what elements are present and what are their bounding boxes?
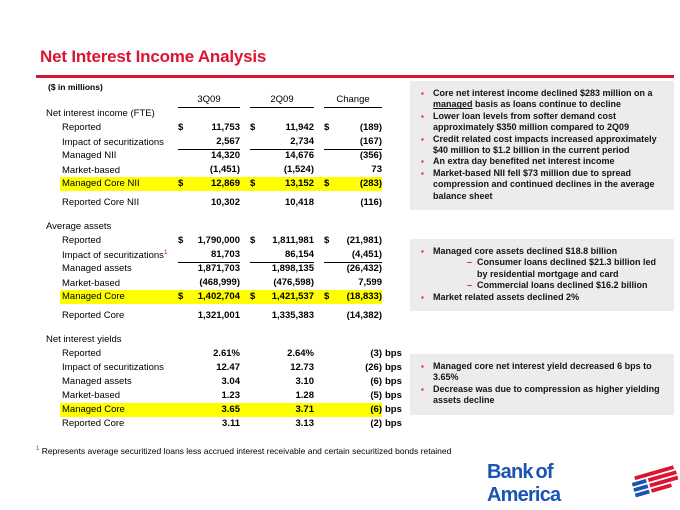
column-header-label: Change <box>324 93 382 108</box>
cell-value: 1,811,981 <box>272 235 314 246</box>
value-cell <box>240 375 314 389</box>
value-cell <box>240 234 314 248</box>
value-cell <box>240 417 314 431</box>
table-row <box>46 234 410 248</box>
note-bullet-text: Core net interest income declined $283 million on a managed basis as loans continue to decline <box>433 88 653 110</box>
cell-value: (189) <box>359 122 382 133</box>
dash-bullet-icon: – <box>467 257 473 268</box>
cell-value: 12.47 <box>216 362 240 373</box>
value-cell <box>314 149 382 163</box>
dollar-sign: $ <box>250 235 256 246</box>
table-header-row <box>46 93 410 107</box>
cell-value: (6) <box>370 404 382 415</box>
value-cell <box>314 417 382 431</box>
table-section-title: Average assets <box>46 221 112 232</box>
cell-value: (476,598) <box>273 277 314 288</box>
value-cell <box>314 290 382 304</box>
dollar-sign: $ <box>178 178 184 189</box>
square-bullet-icon: ▪ <box>421 384 424 394</box>
row-label: Managed assets <box>62 376 132 387</box>
value-cell <box>168 375 240 389</box>
value-cell <box>168 248 240 263</box>
note-bullet-text: Market related assets declined 2% <box>433 291 580 302</box>
cell-value: 3.71 <box>295 404 314 415</box>
note-bullet <box>418 384 668 407</box>
cell-value: (4,451) <box>351 249 382 260</box>
value-cell <box>314 375 382 389</box>
cell-value: 2,734 <box>290 136 314 147</box>
cell-value: (356) <box>359 150 382 161</box>
cell-value: 1,898,135 <box>271 263 314 274</box>
unit-suffix: bps <box>385 418 402 429</box>
table-row <box>46 248 410 262</box>
value-cell <box>168 177 240 191</box>
cell-value: (1,524) <box>283 164 314 175</box>
unit-suffix: bps <box>385 362 402 373</box>
cell-value: 3.13 <box>295 418 314 429</box>
column-header <box>240 93 314 108</box>
page-title: Net Interest Income Analysis <box>40 47 267 66</box>
column-header-label: 3Q09 <box>178 93 240 108</box>
cell-value: 1,321,001 <box>197 310 240 321</box>
note-bullet <box>418 168 668 202</box>
units-label: ($ in millions) <box>48 82 103 92</box>
note-bullet <box>418 88 668 111</box>
cell-value: 7,599 <box>358 277 382 288</box>
square-bullet-icon: ▪ <box>421 157 424 167</box>
note-bullet <box>418 111 668 134</box>
value-cell <box>314 196 382 210</box>
value-cell <box>240 135 314 150</box>
row-label: Managed Core <box>46 403 168 417</box>
title-divider-rule <box>36 75 674 78</box>
cell-value: (18,833) <box>346 291 382 302</box>
table-section <box>46 333 410 431</box>
square-bullet-icon: ▪ <box>421 168 424 178</box>
dollar-sign: $ <box>178 235 184 246</box>
value-cell <box>240 347 314 361</box>
table-row <box>46 417 410 431</box>
table-row <box>46 290 410 304</box>
value-cell <box>314 347 382 361</box>
unit-suffix: bps <box>385 376 402 387</box>
cell-value: (468,999) <box>199 277 240 288</box>
table-row <box>46 121 410 135</box>
table-row <box>46 135 410 149</box>
value-cell <box>168 196 240 210</box>
note-bullet-text: Commercial loans declined $16.2 billion <box>477 280 648 291</box>
value-cell <box>314 248 382 263</box>
cell-value: 73 <box>371 164 382 175</box>
value-cell <box>314 403 382 417</box>
cell-value: 2,567 <box>216 136 240 147</box>
cell-value: (283) <box>359 178 382 189</box>
row-label: Impact of securitizations$^1$ <box>62 248 168 261</box>
value-cell <box>240 196 314 210</box>
note-bullet-text: Market-based NII fell $73 million due to spread compression and continued declines in the average balance sheet <box>433 167 655 201</box>
table-row <box>46 163 410 177</box>
unit-suffix: bps <box>385 404 402 415</box>
table-row <box>46 262 410 276</box>
row-label: Market-based <box>62 390 121 401</box>
note-bullet <box>418 361 668 384</box>
cell-value: 1,871,703 <box>197 263 240 274</box>
cell-value: 10,302 <box>210 197 240 208</box>
row-label: Reported <box>62 348 102 359</box>
value-cell <box>240 361 314 375</box>
dollar-sign: $ <box>250 291 256 302</box>
cell-value: 1,335,383 <box>271 310 314 321</box>
table-section <box>46 107 410 210</box>
cell-value: (14,382) <box>346 310 382 321</box>
cell-value: (167) <box>359 136 382 147</box>
bank-of-america-logo <box>487 461 680 506</box>
note-bullet-text: An extra day benefited net interest income <box>433 156 615 167</box>
table-row <box>46 403 410 417</box>
row-label: Managed assets <box>62 263 132 274</box>
note-bullet-text: Credit related cost impacts increased approximately $40 million to $1.2 billion in the current period <box>433 133 657 156</box>
note-bullet-text: Lower loan levels from softer demand cost approximately $350 million compared to 2Q09 <box>433 110 630 133</box>
row-label: Reported Core NII <box>62 197 140 208</box>
cell-value: (1,451) <box>209 164 240 175</box>
note-bullet <box>418 134 668 157</box>
cell-value: 1,421,537 <box>271 291 314 302</box>
cell-value: 3.65 <box>221 404 240 415</box>
notes-box-yields <box>410 354 674 415</box>
table-row <box>46 361 410 375</box>
unit-suffix: bps <box>385 348 402 359</box>
row-label: Market-based <box>62 165 121 176</box>
value-cell <box>314 177 382 191</box>
row-label: Reported Core <box>62 418 125 429</box>
dollar-sign: $ <box>324 122 330 133</box>
cell-value: 11,942 <box>285 122 314 133</box>
cell-value: 86,154 <box>284 249 314 260</box>
value-cell <box>314 276 382 291</box>
column-header-label: 2Q09 <box>250 93 314 108</box>
square-bullet-icon: ▪ <box>421 111 424 121</box>
footnote-text: Represents average securitized loans less accrued interest receivable and certain securitized bonds retained <box>41 446 452 456</box>
cell-value: 1.23 <box>221 390 240 401</box>
square-bullet-icon: ▪ <box>421 247 424 256</box>
note-bullet <box>418 292 668 303</box>
table-section-title: Net interest yields <box>46 334 122 345</box>
bank-of-america-logo-text: Bank of America <box>487 461 561 506</box>
note-bullet-text: Managed core assets declined $18.8 billion <box>433 246 618 256</box>
value-cell <box>168 234 240 248</box>
value-cell <box>168 361 240 375</box>
cell-value: (6) <box>370 376 382 387</box>
note-bullet <box>418 257 668 280</box>
value-cell <box>168 163 240 178</box>
note-bullet <box>418 156 668 167</box>
value-cell <box>168 276 240 291</box>
dollar-sign: $ <box>250 122 256 133</box>
value-cell <box>168 262 240 276</box>
table-section-title: Net interest income (FTE) <box>46 108 155 119</box>
value-cell <box>314 234 382 248</box>
value-cell <box>168 149 240 163</box>
value-cell <box>240 163 314 178</box>
footnote-superscript: 1 <box>36 446 40 453</box>
table-row <box>46 196 410 210</box>
cell-value: 81,703 <box>210 249 240 260</box>
dollar-sign: $ <box>250 178 256 189</box>
cell-value: (116) <box>360 197 382 208</box>
financial-table <box>46 82 410 431</box>
table-row <box>46 375 410 389</box>
value-cell <box>168 121 240 135</box>
notes-box-average-assets <box>410 239 674 311</box>
cell-value: 14,676 <box>284 150 314 161</box>
cell-value: (26) <box>365 362 382 373</box>
cell-value: 1,402,704 <box>197 291 240 302</box>
note-bullet-text: Managed core net interest yield decreased 6 bps to 3.65% <box>433 361 652 383</box>
value-cell <box>314 163 382 178</box>
table-row <box>46 389 410 403</box>
cell-value: 1,790,000 <box>197 235 240 246</box>
row-label: Impact of securitizations <box>62 137 164 148</box>
dollar-sign: $ <box>178 122 184 133</box>
dollar-sign: $ <box>324 235 330 246</box>
dash-bullet-icon: – <box>467 280 473 291</box>
value-cell <box>314 262 382 276</box>
row-label: Market-based <box>62 278 121 289</box>
row-label-superscript: 1 <box>163 248 168 256</box>
value-cell <box>240 389 314 403</box>
value-cell <box>168 389 240 403</box>
value-cell <box>168 135 240 150</box>
row-label: Reported <box>62 122 102 133</box>
row-label: Impact of securitizations <box>62 362 164 373</box>
value-cell <box>168 290 240 304</box>
cell-value: 1.28 <box>295 390 314 401</box>
row-label: Reported Core <box>62 310 125 321</box>
cell-value: 3.10 <box>295 376 314 387</box>
column-header <box>314 93 382 108</box>
table-row <box>46 347 410 361</box>
row-label: Managed NII <box>62 150 117 161</box>
cell-value: 12.73 <box>290 362 314 373</box>
value-cell <box>314 135 382 150</box>
note-bullet-text: Decrease was due to compression as higher yielding assets decline <box>433 383 660 406</box>
dollar-sign: $ <box>324 178 330 189</box>
square-bullet-icon: ▪ <box>421 292 424 302</box>
table-row <box>46 149 410 163</box>
cell-value: 3.11 <box>222 418 240 429</box>
footnote <box>36 446 451 456</box>
value-cell <box>240 276 314 291</box>
note-bullet <box>418 280 668 291</box>
value-cell <box>240 177 314 191</box>
unit-suffix: bps <box>385 390 402 401</box>
cell-value: 13,152 <box>284 178 314 189</box>
table-row <box>46 276 410 290</box>
bank-of-america-flag-icon <box>631 465 680 499</box>
note-bullet-text: Consumer loans declined $21.3 billion led by residential mortgage and card <box>477 257 657 279</box>
cell-value: 10,418 <box>284 197 314 208</box>
table-row <box>46 177 410 191</box>
cell-value: (3) <box>370 348 382 359</box>
value-cell <box>314 361 382 375</box>
value-cell <box>314 121 382 135</box>
value-cell <box>240 290 314 304</box>
cell-value: (21,981) <box>346 235 382 246</box>
cell-value: (5) <box>370 390 382 401</box>
notes-box-net-interest-income <box>410 81 674 210</box>
row-label: Reported <box>62 235 102 246</box>
row-label: Managed Core <box>46 290 168 304</box>
value-cell <box>240 149 314 163</box>
value-cell <box>168 417 240 431</box>
cell-value: 3.04 <box>221 376 240 387</box>
square-bullet-icon: ▪ <box>421 362 424 371</box>
square-bullet-icon: ▪ <box>421 89 424 98</box>
cell-value: (2) <box>370 418 382 429</box>
cell-value: (26,432) <box>346 263 382 274</box>
value-cell <box>240 309 314 323</box>
value-cell <box>314 389 382 403</box>
value-cell <box>240 121 314 135</box>
column-header <box>168 93 240 108</box>
value-cell <box>240 403 314 417</box>
value-cell <box>168 309 240 323</box>
row-label: Managed Core NII <box>46 177 168 191</box>
table-row <box>46 309 410 323</box>
cell-value: 14,320 <box>210 150 240 161</box>
value-cell <box>168 347 240 361</box>
square-bullet-icon: ▪ <box>421 134 424 144</box>
value-cell <box>240 248 314 263</box>
cell-value: 11,753 <box>211 122 240 133</box>
value-cell <box>168 403 240 417</box>
value-cell <box>314 309 382 323</box>
underlined-word: managed <box>433 99 473 110</box>
table-section <box>46 220 410 323</box>
cell-value: 2.61% <box>213 348 240 359</box>
cell-value: 12,869 <box>210 178 240 189</box>
financial-table-body <box>46 93 410 431</box>
value-cell <box>240 262 314 276</box>
note-bullet <box>418 246 668 257</box>
cell-value: 2.64% <box>287 348 314 359</box>
dollar-sign: $ <box>324 291 330 302</box>
dollar-sign: $ <box>178 291 184 302</box>
